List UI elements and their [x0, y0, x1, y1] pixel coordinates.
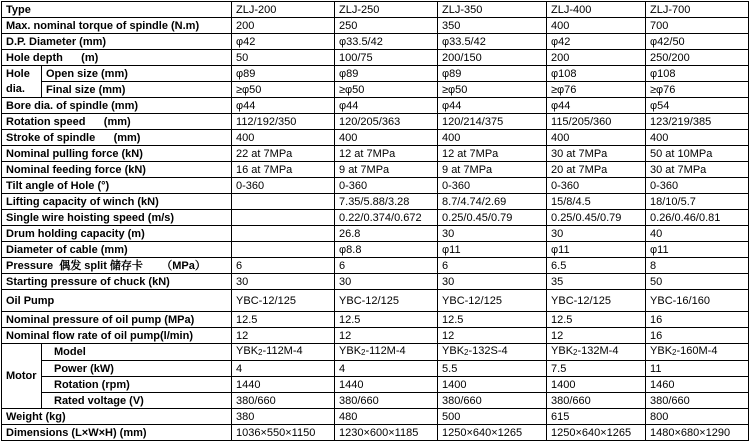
row-label: Oil Pump	[2, 290, 232, 312]
table-row-feeding-force	[2, 162, 749, 178]
cell-motor-model: $YBK_2-112M-4$	[335, 344, 438, 361]
row-label: Model	[42, 344, 232, 361]
header-model-1: ZLJ-200	[232, 2, 335, 18]
cell: φ33.5/42	[335, 34, 438, 50]
cell: 1460	[646, 377, 749, 393]
cell: YBC-12/125	[438, 290, 547, 312]
header-model-4: ZLJ-400	[547, 2, 646, 18]
cell: 380	[232, 409, 335, 425]
table-row-hoisting-speed	[2, 210, 749, 226]
row-label: Rated voltage (V)	[42, 393, 232, 409]
cell: 12 at 7MPa	[438, 146, 547, 162]
cell: 200	[547, 50, 646, 66]
hole-group-label-2: dia.	[2, 82, 42, 98]
cell: 400	[232, 130, 335, 146]
cell: 250/200	[646, 50, 749, 66]
cell: 8.7/4.74/2.69	[438, 194, 547, 210]
cell: φ44	[438, 98, 547, 114]
table-row-pressure-split	[2, 258, 749, 274]
cell: φ8.8	[335, 242, 438, 258]
cell: 12.5	[232, 312, 335, 328]
table-row-drum-capacity	[2, 226, 749, 242]
cell: 40	[646, 226, 749, 242]
row-label: Nominal pressure of oil pump (MPa)	[2, 312, 232, 328]
cell: 615	[547, 409, 646, 425]
header-model-5: ZLJ-700	[646, 2, 749, 18]
cell	[232, 194, 335, 210]
cell: 50 at 10MPa	[646, 146, 749, 162]
spec-table	[1, 1, 749, 441]
header-type-label: Type	[2, 2, 232, 18]
cell: 120/205/363	[335, 114, 438, 130]
cell	[232, 242, 335, 258]
cell: 400	[646, 130, 749, 146]
cell	[232, 210, 335, 226]
cell: 380/660	[438, 393, 547, 409]
cell: 12	[438, 328, 547, 344]
table-row-oil-pump-pressure	[2, 312, 749, 328]
cell: 120/214/375	[438, 114, 547, 130]
cell: φ54	[646, 98, 749, 114]
cell-motor-model: $YBK_2-160M-4$	[646, 344, 749, 361]
cell-motor-model: $YBK_2-132M-4$	[547, 344, 646, 361]
cell: φ89	[335, 66, 438, 82]
cell: 30	[335, 274, 438, 290]
cell: 250	[335, 18, 438, 34]
cell: 1230×600×1185	[335, 425, 438, 441]
cell: 18/10/5.7	[646, 194, 749, 210]
row-label: Rotation (rpm)	[42, 377, 232, 393]
cell: 0-360	[547, 178, 646, 194]
cell: 112/192/350	[232, 114, 335, 130]
cell: 350	[438, 18, 547, 34]
cell: 800	[646, 409, 749, 425]
row-label: Diameter of cable (mm)	[2, 242, 232, 258]
cell: 6.5	[547, 258, 646, 274]
table-row-dimensions	[2, 425, 749, 441]
cell: 16 at 7MPa	[232, 162, 335, 178]
cell: 12	[547, 328, 646, 344]
cell: 30	[547, 226, 646, 242]
table-row-hole-final	[2, 82, 749, 98]
cell: YBC-12/125	[547, 290, 646, 312]
cell: 12 at 7MPa	[335, 146, 438, 162]
row-label: Bore dia. of spindle (mm)	[2, 98, 232, 114]
cell: 0.25/0.45/0.79	[438, 210, 547, 226]
cell: 0-360	[646, 178, 749, 194]
cell: 1250×640×1265	[547, 425, 646, 441]
row-label: Dimensions (L×W×H) (mm)	[2, 425, 232, 441]
cell: 12	[335, 328, 438, 344]
table-row-weight	[2, 409, 749, 425]
cell: 50	[232, 50, 335, 66]
cell: 1250×640×1265	[438, 425, 547, 441]
cell: 200/150	[438, 50, 547, 66]
row-label: Rotation speed (mm)	[2, 114, 232, 130]
table-row-motor-voltage	[2, 393, 749, 409]
table-row-dp-diameter	[2, 34, 749, 50]
row-label: Power (kW)	[42, 361, 232, 377]
table-row-motor-rotation	[2, 377, 749, 393]
cell: ≥φ50	[232, 82, 335, 98]
cell: 22 at 7MPa	[232, 146, 335, 162]
cell: 30 at 7MPa	[646, 162, 749, 178]
cell: 30	[438, 274, 547, 290]
table-row-hole-open	[2, 66, 749, 82]
table-row-oil-pump	[2, 290, 749, 312]
table-row-hole-depth	[2, 50, 749, 66]
cell: YBC-12/125	[335, 290, 438, 312]
table-row-winch-capacity	[2, 194, 749, 210]
cell: YBC-12/125	[232, 290, 335, 312]
row-label: Starting pressure of chuck (kN)	[2, 274, 232, 290]
cell: 400	[335, 130, 438, 146]
cell: 30	[438, 226, 547, 242]
table-row-torque	[2, 18, 749, 34]
header-model-2: ZLJ-250	[335, 2, 438, 18]
cell: φ108	[646, 66, 749, 82]
cell: 400	[547, 130, 646, 146]
cell: 1480×680×1290	[646, 425, 749, 441]
row-label: Open size (mm)	[42, 66, 232, 82]
cell: 1440	[335, 377, 438, 393]
cell: 380/660	[646, 393, 749, 409]
cell: 30	[232, 274, 335, 290]
table-row-header	[2, 2, 749, 18]
cell: φ44	[335, 98, 438, 114]
cell: 30 at 7MPa	[547, 146, 646, 162]
cell: 15/8/4.5	[547, 194, 646, 210]
row-label: Single wire hoisting speed (m/s)	[2, 210, 232, 226]
cell: 400	[438, 130, 547, 146]
cell: 5.5	[438, 361, 547, 377]
row-label: Weight (kg)	[2, 409, 232, 425]
cell: 200	[232, 18, 335, 34]
cell: φ42	[547, 34, 646, 50]
cell: 12.5	[438, 312, 547, 328]
cell: 12	[232, 328, 335, 344]
cell: φ89	[232, 66, 335, 82]
cell: ≥φ76	[646, 82, 749, 98]
cell: 0.25/0.45/0.79	[547, 210, 646, 226]
cell: YBC-16/160	[646, 290, 749, 312]
cell-motor-model: $YBK_2-132S-4$	[438, 344, 547, 361]
row-label: Final size (mm)	[42, 82, 232, 98]
table-row-tilt-angle	[2, 178, 749, 194]
cell: 8	[646, 258, 749, 274]
cell	[232, 226, 335, 242]
cell: 0-360	[232, 178, 335, 194]
cell: 1400	[438, 377, 547, 393]
cell-motor-model: $YBK_2-112M-4$	[232, 344, 335, 361]
cell: φ89	[438, 66, 547, 82]
row-label: Hole depth (m)	[2, 50, 232, 66]
cell: 9 at 7MPa	[438, 162, 547, 178]
cell: φ44	[232, 98, 335, 114]
cell: φ44	[547, 98, 646, 114]
header-model-3: ZLJ-350	[438, 2, 547, 18]
cell: 1440	[232, 377, 335, 393]
cell: 0.26/0.46/0.81	[646, 210, 749, 226]
cell: φ42	[232, 34, 335, 50]
cell: 400	[547, 18, 646, 34]
cell: 26.8	[335, 226, 438, 242]
cell: 12.5	[335, 312, 438, 328]
row-label: Nominal pulling force (kN)	[2, 146, 232, 162]
cell: φ42/50	[646, 34, 749, 50]
cell: 0-360	[438, 178, 547, 194]
cell: 4	[335, 361, 438, 377]
cell: 1036×550×1150	[232, 425, 335, 441]
cell: 20 at 7MPa	[547, 162, 646, 178]
row-label: Pressure 偶发 split 储存卡 （MPa）	[2, 258, 232, 274]
row-label: Tilt angle of Hole (°)	[2, 178, 232, 194]
cell: 16	[646, 328, 749, 344]
cell: 380/660	[547, 393, 646, 409]
table-row-bore-dia	[2, 98, 749, 114]
cell: 7.5	[547, 361, 646, 377]
table-row-stroke	[2, 130, 749, 146]
cell: 6	[335, 258, 438, 274]
table-row-cable-diameter	[2, 242, 749, 258]
cell: 380/660	[232, 393, 335, 409]
table-row-chuck-pressure	[2, 274, 749, 290]
cell: 12.5	[547, 312, 646, 328]
row-label: Nominal flow rate of oil pump(l/min)	[2, 328, 232, 344]
cell: 500	[438, 409, 547, 425]
cell: 115/205/360	[547, 114, 646, 130]
cell: 35	[547, 274, 646, 290]
cell: 1400	[547, 377, 646, 393]
cell: ≥φ50	[438, 82, 547, 98]
cell: 380/660	[335, 393, 438, 409]
table-row-pulling-force	[2, 146, 749, 162]
table-row-motor-power	[2, 361, 749, 377]
cell: φ33.5/42	[438, 34, 547, 50]
cell: 123/219/385	[646, 114, 749, 130]
cell: 7.35/5.88/3.28	[335, 194, 438, 210]
table-row-oil-pump-flow	[2, 328, 749, 344]
cell: 9 at 7MPa	[335, 162, 438, 178]
row-label: Max. nominal torque of spindle (N.m)	[2, 18, 232, 34]
cell: ≥φ76	[547, 82, 646, 98]
cell: ≥φ50	[335, 82, 438, 98]
motor-group-label: Motor	[2, 344, 42, 409]
cell: φ11	[646, 242, 749, 258]
cell: 700	[646, 18, 749, 34]
row-label: D.P. Diameter (mm)	[2, 34, 232, 50]
cell: 480	[335, 409, 438, 425]
cell: 6	[438, 258, 547, 274]
cell: 16	[646, 312, 749, 328]
cell: 100/75	[335, 50, 438, 66]
cell: 4	[232, 361, 335, 377]
cell: φ108	[547, 66, 646, 82]
row-label: Nominal feeding force (kN)	[2, 162, 232, 178]
hole-group-label-1: Hole	[2, 66, 42, 82]
table-row-rotation-speed	[2, 114, 749, 130]
cell: 0-360	[335, 178, 438, 194]
cell: φ11	[547, 242, 646, 258]
table-row-motor-model	[2, 344, 749, 361]
row-label: Stroke of spindle (mm)	[2, 130, 232, 146]
cell: 50	[646, 274, 749, 290]
row-label: Lifting capacity of winch (kN)	[2, 194, 232, 210]
cell: 0.22/0.374/0.672	[335, 210, 438, 226]
row-label: Drum holding capacity (m)	[2, 226, 232, 242]
cell: 6	[232, 258, 335, 274]
cell: φ11	[438, 242, 547, 258]
cell: 11	[646, 361, 749, 377]
